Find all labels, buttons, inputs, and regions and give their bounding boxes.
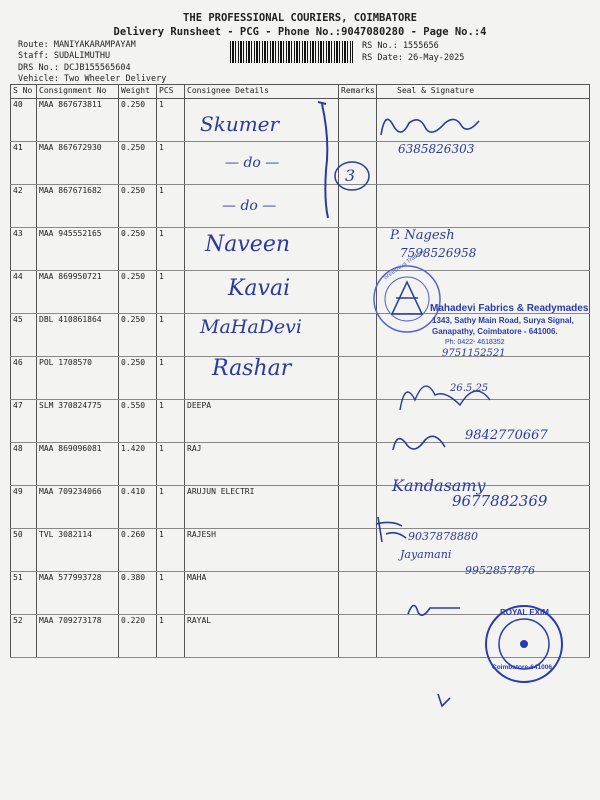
cell-weight: 0.410 — [119, 486, 157, 529]
cell-sno: 45 — [11, 314, 37, 357]
barcode — [230, 41, 353, 63]
handwritten-phone: 9677882369 — [452, 492, 548, 510]
handwritten-date: 26.5.25 — [450, 383, 489, 394]
col-header: Weight — [119, 85, 157, 99]
cell-weight: 0.250 — [119, 185, 157, 228]
cell-sno: 41 — [11, 142, 37, 185]
cell-weight: 0.250 — [119, 314, 157, 357]
cell-pcs: 1 — [157, 228, 185, 271]
table-row — [11, 228, 590, 271]
staff-label: Staff: SUDALIMUTHU — [18, 50, 111, 61]
cell-sno: 49 — [11, 486, 37, 529]
cell-pcs: 1 — [157, 314, 185, 357]
cell-weight: 0.260 — [119, 529, 157, 572]
rs-info — [362, 40, 464, 64]
cell-sno: 44 — [11, 271, 37, 314]
cell-consignment: POL 1708570 — [37, 357, 119, 400]
company-title: THE PROFESSIONAL COURIERS, COIMBATORE — [183, 12, 417, 24]
cell-consignee: RAYAL — [185, 615, 339, 658]
handwritten-phone: 9952857876 — [465, 564, 535, 577]
rs-date: RS Date: 26-May-2025 — [362, 53, 465, 63]
table-row — [11, 443, 590, 486]
cell-consignment: MAA 945552165 — [37, 228, 119, 271]
handwritten-signature: Jayamani — [400, 548, 452, 561]
cell-pcs: 1 — [157, 615, 185, 658]
signature-40 — [375, 105, 495, 145]
cell-signature — [377, 185, 590, 228]
cell-consignment: MAA 869950721 — [37, 271, 119, 314]
cell-weight: 0.550 — [119, 400, 157, 443]
handwritten-name: MaHaDevi — [200, 316, 302, 338]
cell-pcs: 1 — [157, 271, 185, 314]
cell-sno: 42 — [11, 185, 37, 228]
royal-stamp-top: ROYAL EXIM — [500, 608, 549, 617]
cell-remarks — [339, 357, 377, 400]
royal-stamp-bottom: Coimbatore-641006 — [492, 664, 552, 671]
bracket-annotation — [300, 100, 380, 225]
cell-consignment: SLM 370824775 — [37, 400, 119, 443]
col-header: PCS — [157, 85, 185, 99]
cell-remarks — [339, 400, 377, 443]
cell-weight: 0.250 — [119, 357, 157, 400]
cell-consignee: ARUJUN ELECTRI — [185, 486, 339, 529]
cell-consignment: MAA 709273178 — [37, 615, 119, 658]
cell-consignee: RAJESH — [185, 529, 339, 572]
signature-48 — [385, 425, 465, 460]
signature-50 — [372, 512, 412, 547]
cell-remarks — [339, 486, 377, 529]
cell-weight: 0.250 — [119, 271, 157, 314]
cell-sno: 52 — [11, 615, 37, 658]
cell-consignee: DEEPA — [185, 400, 339, 443]
cell-pcs: 1 — [157, 357, 185, 400]
cell-weight: 0.250 — [119, 228, 157, 271]
vehicle-label: Vehicle: Two Wheeler Delivery — [18, 73, 167, 84]
cell-sno: 50 — [11, 529, 37, 572]
cell-pcs: 1 — [157, 400, 185, 443]
cell-remarks — [339, 443, 377, 486]
handwritten-name: Kavai — [228, 276, 291, 301]
col-header: Seal & Signature — [377, 85, 590, 99]
col-header: S No — [11, 85, 37, 99]
cell-consignment: DBL 410861864 — [37, 314, 119, 357]
cell-remarks — [339, 615, 377, 658]
handwritten-signature: Kandasamy — [392, 476, 486, 495]
cell-sno: 51 — [11, 572, 37, 615]
route-info — [18, 40, 166, 84]
cell-sno: 48 — [11, 443, 37, 486]
cell-weight: 0.250 — [119, 142, 157, 185]
signature-52 — [400, 594, 470, 714]
handwritten-signature: P. Nagesh — [390, 228, 455, 243]
runsheet-subtitle: Delivery Runsheet - PCG - Phone No.:9047080280 - Page No.:4 — [113, 26, 487, 38]
cell-consignment: TVL 3082114 — [37, 529, 119, 572]
handwritten-phone: 9037878880 — [408, 530, 478, 543]
cell-weight: 0.250 — [119, 99, 157, 142]
col-header: Consignee Details — [185, 85, 339, 99]
handwritten-name: Rashar — [212, 356, 292, 381]
cell-pcs: 1 — [157, 443, 185, 486]
cell-pcs: 1 — [157, 572, 185, 615]
cell-pcs: 1 — [157, 486, 185, 529]
rs-number: RS No.: 1555656 — [362, 41, 439, 51]
cell-consignee: MAHA — [185, 572, 339, 615]
cell-remarks — [339, 529, 377, 572]
route-label: Route: MANIYAKARAMPAYAM — [18, 40, 136, 50]
small-stamp-text: Sreeshiva Traders — [382, 248, 427, 282]
cell-sno: 46 — [11, 357, 37, 400]
cell-weight: 0.380 — [119, 572, 157, 615]
stamp-address: 1343, Sathy Main Road, Surya Signal, — [432, 316, 574, 325]
cell-sno: 47 — [11, 400, 37, 443]
handwritten-phone: 6385826303 — [398, 142, 475, 156]
cell-pcs: 1 — [157, 529, 185, 572]
cell-remarks — [339, 572, 377, 615]
cell-consignment: MAA 867671682 — [37, 185, 119, 228]
cell-pcs: 1 — [157, 185, 185, 228]
cell-consignment: MAA 867672930 — [37, 142, 119, 185]
stamp-phone: Ph: 0422- 4618352 — [445, 339, 505, 346]
cell-pcs: 1 — [157, 142, 185, 185]
stamp-city: Ganapathy, Coimbatore - 641006. — [432, 327, 558, 336]
handwritten-ditto: — do — — [225, 155, 280, 171]
handwritten-phone: 7598526958 — [400, 246, 477, 260]
col-header: Consignment No — [37, 85, 119, 99]
handwritten-phone: 9842770667 — [465, 428, 548, 443]
circled-number: 3 — [345, 166, 356, 185]
cell-consignee: RAJ — [185, 443, 339, 486]
cell-consignment: MAA 867673811 — [37, 99, 119, 142]
cell-consignment: MAA 709234066 — [37, 486, 119, 529]
handwritten-phone: 9751152521 — [442, 348, 506, 359]
stamp-company-name: Mahadevi Fabrics & Readymades — [430, 303, 589, 314]
cell-sno: 40 — [11, 99, 37, 142]
cell-weight: 1.420 — [119, 443, 157, 486]
cell-sno: 43 — [11, 228, 37, 271]
drs-label: DRS No.: DCJB155565604 — [18, 63, 131, 73]
cell-pcs: 1 — [157, 99, 185, 142]
handwritten-name: Naveen — [205, 232, 291, 257]
handwritten-ditto: — do — — [222, 198, 277, 214]
cell-weight: 0.220 — [119, 615, 157, 658]
cell-consignment: MAA 869096081 — [37, 443, 119, 486]
cell-consignment: MAA 577993728 — [37, 572, 119, 615]
col-header: Remarks — [339, 85, 377, 99]
handwritten-name: Skumer — [200, 112, 280, 136]
signature-47 — [380, 360, 520, 415]
table-header-row — [11, 85, 590, 99]
